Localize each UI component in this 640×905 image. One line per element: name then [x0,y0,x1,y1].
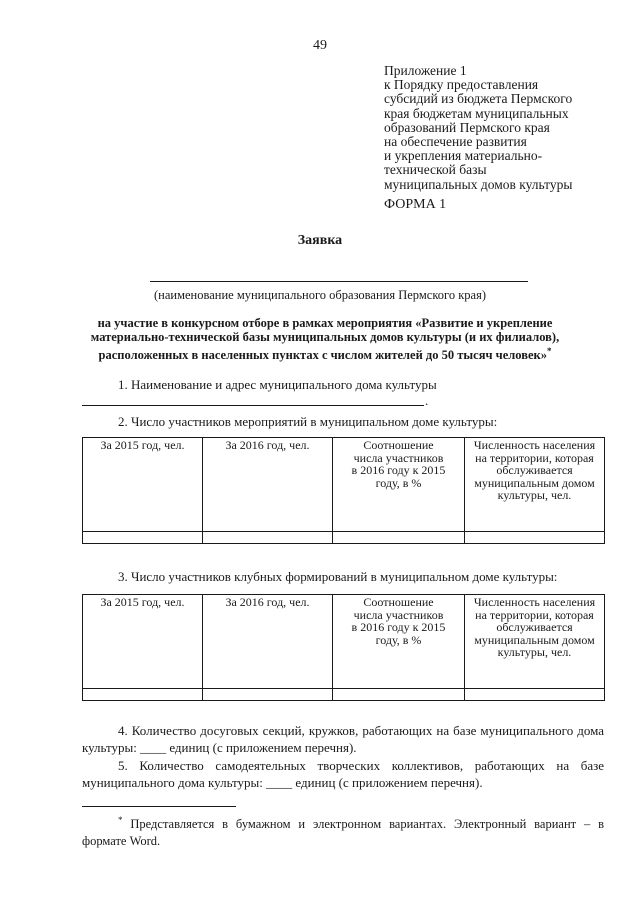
appendix-heading [384,64,624,192]
header-2016: За 2016 год, чел. [203,438,333,532]
header-2015: За 2015 год, чел. [83,595,203,689]
cell-ratio[interactable] [333,689,465,701]
header-ratio: Соотношение числа участников в 2016 году к 2015 году, в % [333,595,465,689]
footnote-mark: * [546,346,552,356]
appendix-line: и укрепления материально- [384,148,543,164]
item-1-answer-end: . [425,393,429,408]
form-label: ФОРМА 1 [384,197,447,212]
header-2016: За 2016 год, чел. [203,595,333,689]
subject-line: материально-технической базы муниципальных домов культуры (и их филиалов), [90,330,560,344]
cell-population[interactable] [465,532,605,544]
appendix-line: образований Пермского края [384,119,550,135]
subject-line: на участие в конкурсном отборе в рамках мероприятия «Развитие и укрепление [97,316,553,330]
item-3-text: 3. Число участников клубных формирований в муниципальном доме культуры: [118,569,558,584]
footnote-mark: * [118,815,123,825]
appendix-line: края бюджетам муниципальных [384,105,569,121]
table-row [83,532,605,544]
participants-events-table [82,437,605,544]
table-header-row [83,438,605,532]
appendix-line: Приложение 1 [384,63,467,78]
appendix-line: субсидий из бюджета Пермского [384,91,573,107]
appendix-line: на обеспечение развития [384,134,527,150]
table-row [83,689,605,701]
cell-population[interactable] [465,689,605,701]
item-4-paragraph: 4. Количество досуговых секций, кружков, работающих на базе муниципального дома культуры: ____ единиц (с приложением перечня). [82,723,604,755]
item-1-answer-line [82,405,424,406]
page-number: 49 [313,38,327,53]
document-title: Заявка [297,233,343,248]
header-population: Численность населения на территории, которая обслуживается муниципальным домом культуры, чел. [465,595,605,689]
appendix-line: к Порядку предоставления [384,77,539,93]
table-header-row [83,595,605,689]
application-subject [40,316,610,362]
appendix-line: технической базы [384,162,487,178]
header-population: Численность населения на территории, которая обслуживается муниципальным домом культуры, чел. [465,438,605,532]
club-participants-table [82,594,605,701]
item-5-paragraph: 5. Количество самодеятельных творческих коллективов, работающих на базе муниципального дома культуры: ____ единиц (с приложением перечня). [82,758,604,790]
cell-2016[interactable] [203,532,333,544]
header-2015: За 2015 год, чел. [83,438,203,532]
subject-line-text: расположенных в населенных пунктах с числом жителей до 50 тысяч человек» [98,348,547,363]
item-1-text: 1. Наименование и адрес муниципального дома культуры [118,377,437,392]
appendix-line: муниципальных домов культуры [384,176,573,192]
header-ratio: Соотношение числа участников в 2016 году к 2015 году, в % [333,438,465,532]
item-2-text: 2. Число участников мероприятий в муниципальном доме культуры: [118,414,498,429]
municipality-caption: (наименование муниципального образования Пермского края) [154,288,486,302]
footnote-separator [82,806,236,807]
subject-line [40,344,610,362]
cell-2015[interactable] [83,689,203,701]
footnote-text: Представляется в бумажном и электронном вариантах. Электронный вариант – в формате Word. [82,817,604,849]
municipality-name-line [150,281,528,282]
cell-ratio[interactable] [333,532,465,544]
footnote [82,812,604,850]
cell-2015[interactable] [83,532,203,544]
cell-2016[interactable] [203,689,333,701]
